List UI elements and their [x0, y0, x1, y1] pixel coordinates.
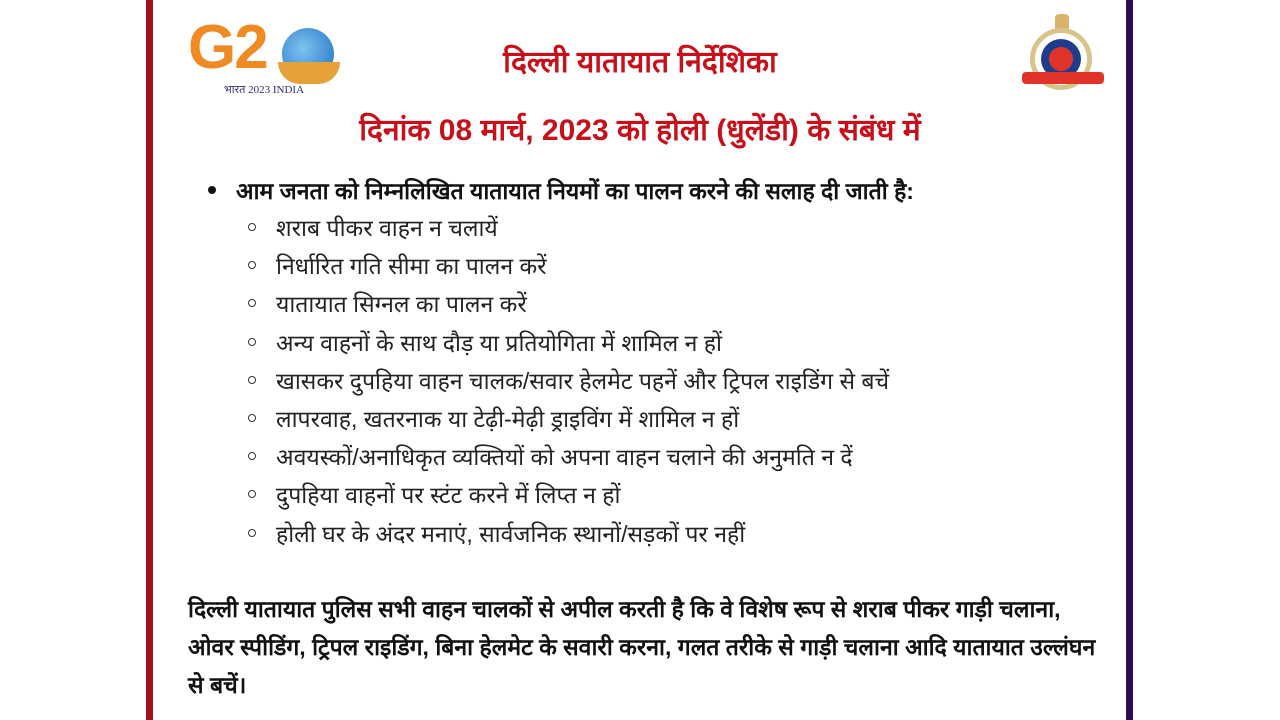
list-item-text: लापरवाह, खतरनाक या टेढ़ी-मेढ़ी ड्राइविंग में शामिल न हों [276, 406, 740, 433]
list-item-text: शराब पीकर वाहन न चलायें [276, 215, 498, 242]
advisory-list [208, 172, 1108, 552]
list-item-text: दुपहिया वाहनों पर स्टंट करने में लिप्त न हों [276, 482, 621, 509]
appeal-paragraph: दिल्ली यातायात पुलिस सभी वाहन चालकों से अपील करती है कि वे विशेष रूप से शराब पीकर गाड़ी चलाना, ओवर स्पीडिंग, ट्रिपल राइडिंग, बिना हेलमेट के सवारी करना, गलत तरीके से गाड़ी चलाना आदि यातायात उल्लंघन से बचें। [188, 596, 1096, 698]
page-subtitle: दिनांक 08 मार्च, 2023 को होली (धुलेंडी) के संबंध में [359, 114, 921, 147]
list-item [208, 284, 1108, 322]
list-item [208, 323, 1108, 361]
list-item [208, 514, 1108, 552]
circle-bullet-icon [248, 261, 256, 269]
circle-bullet-icon [248, 299, 256, 307]
advisory-intro [208, 172, 1108, 208]
list-item-text: खासकर दुपहिया वाहन चालक/सवार हेलमेट पहनें और ट्रिपल राइडिंग से बचें [276, 367, 890, 394]
list-item-text: अन्य वाहनों के साथ दौड़ या प्रतियोगिता में शामिल न हों [276, 329, 722, 356]
circle-bullet-icon [248, 414, 256, 422]
list-item-text: निर्धारित गति सीमा का पालन करें [276, 253, 547, 280]
circle-bullet-icon [248, 490, 256, 498]
circle-bullet-icon [248, 223, 256, 231]
list-item [208, 208, 1108, 246]
list-item [208, 437, 1108, 475]
bullet-icon [208, 186, 216, 194]
g20-tagline: भारत 2023 INDIA [224, 84, 305, 96]
circle-bullet-icon [248, 529, 256, 537]
list-item-text: अवयस्कों/अनाधिकृत व्यक्तियों को अपना वाहन चलाने की अनुमति न दें [276, 444, 853, 471]
list-item [208, 399, 1108, 437]
advisory-intro-text: आम जनता को निम्नलिखित यातायात नियमों का पालन करने की सलाह दी जाती है: [236, 178, 914, 204]
circle-bullet-icon [248, 338, 256, 346]
list-item [208, 246, 1108, 284]
page-title: दिल्ली यातायात निर्देशिका [503, 46, 777, 79]
circle-bullet-icon [248, 376, 256, 384]
list-item [208, 475, 1108, 513]
list-item-text: यातायात सिग्नल का पालन करें [276, 291, 527, 318]
list-item-text: होली घर के अंदर मनाएं, सार्वजनिक स्थानों/सड़कों पर नहीं [276, 520, 746, 547]
circle-bullet-icon [248, 452, 256, 460]
list-item [208, 361, 1108, 399]
g20-wordmark: G2 [188, 13, 267, 82]
